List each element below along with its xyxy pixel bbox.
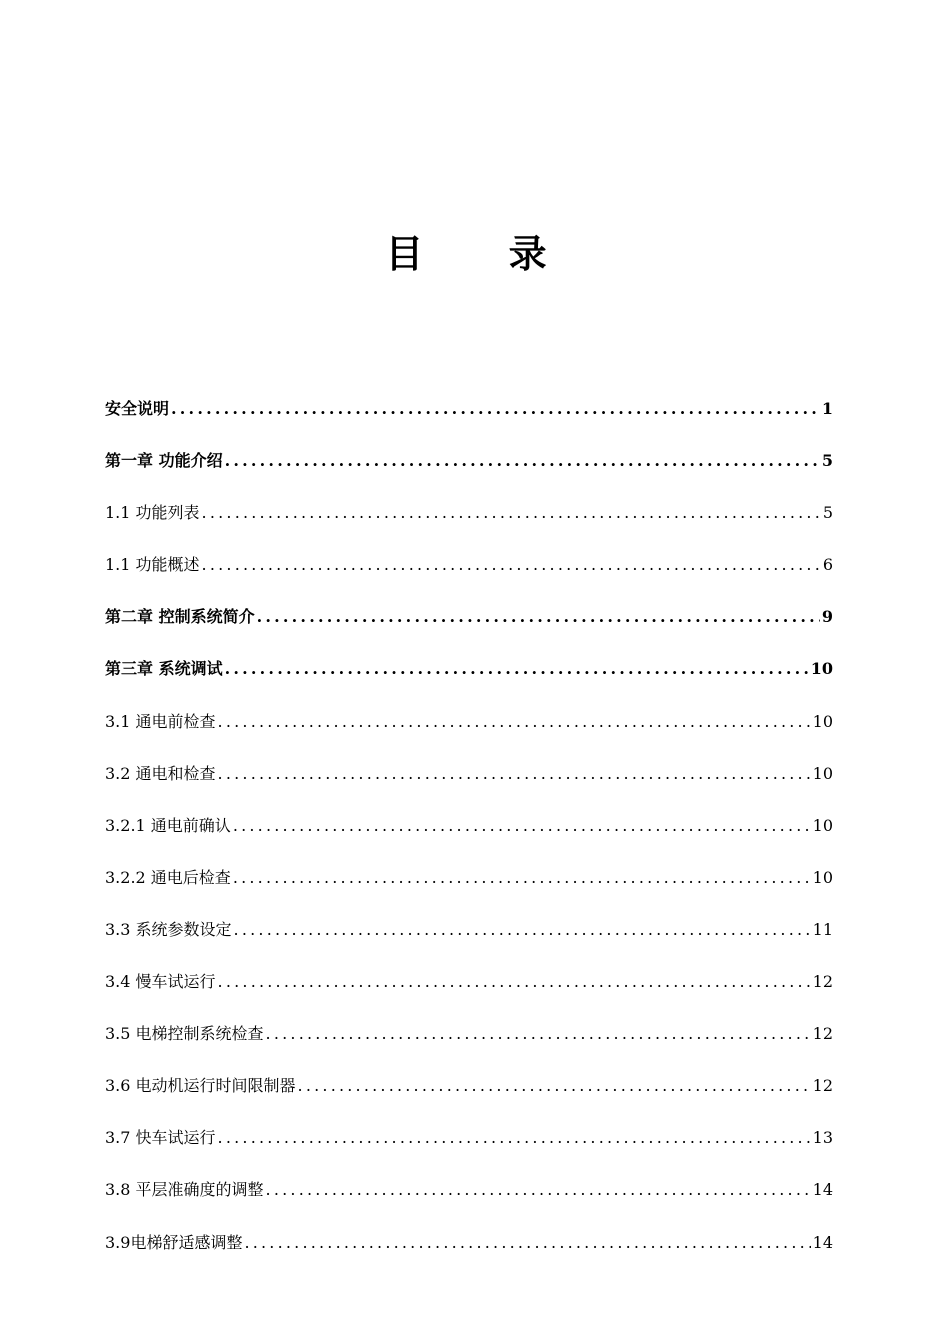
dot-leader [218,1125,811,1151]
dot-leader [218,709,811,735]
dot-leader [218,969,811,995]
toc-entry-label: 安全说明 [105,399,170,418]
toc-entry-label: 3.6 电动机运行时间限制器 [105,1076,296,1096]
toc-entry[interactable] [105,396,833,448]
toc-entry-label: 1.1 功能列表 [105,503,200,523]
toc-entry-page: 12 [812,1024,833,1044]
toc-entry-page: 11 [812,919,833,939]
dot-leader [298,1073,811,1099]
toc-entry-label: 3.7 快车试运行 [105,1128,216,1148]
dot-leader [257,604,820,630]
toc-entry-page: 14 [812,1180,833,1200]
dot-leader [218,761,811,787]
dot-leader [244,1230,810,1256]
toc-entry-label: 3.8 平层准确度的调整 [105,1180,264,1200]
dot-leader [266,1021,811,1047]
toc-entry-label: 3.4 慢车试运行 [105,972,216,992]
toc-entry-page: 10 [812,763,833,783]
toc-entry-label: 3.9电梯舒适感调整 [105,1232,243,1252]
toc-entry-label: 3.2.1 通电前确认 [105,815,231,835]
toc-entry[interactable] [105,1177,833,1229]
toc-entry-label: 第一章 功能介绍 [105,451,223,471]
toc-entry[interactable] [105,604,833,656]
toc-entry-page: 10 [812,711,833,731]
toc-entry-label: 第三章 系统调试 [105,659,223,679]
toc-entry-page: 10 [810,659,833,679]
toc-entry[interactable] [105,1125,833,1177]
toc-entry[interactable] [105,865,833,917]
toc-entry-page: 13 [812,1128,833,1148]
toc-entry[interactable] [105,709,833,761]
toc-entry-page: 1 [821,399,833,418]
toc-entry-page: 5 [821,451,833,471]
toc-entry-label: 3.1 通电前检查 [105,711,216,731]
toc-entry[interactable] [105,917,833,969]
toc-entry-page: 10 [812,867,833,887]
toc-entry-label: 第二章 控制系统简介 [105,607,255,627]
dot-leader [233,813,811,839]
toc-title: 目 录 [385,232,583,276]
dot-leader [234,917,811,943]
toc-entry[interactable] [105,1230,833,1282]
dot-leader [202,500,821,526]
dot-leader [233,865,811,891]
toc-list [105,396,833,1282]
toc-entry[interactable] [105,969,833,1021]
dot-leader [225,656,809,682]
toc-entry-page: 12 [812,1076,833,1096]
toc-entry-label: 3.2 通电和检查 [105,763,216,783]
toc-entry-page: 12 [812,972,833,992]
toc-entry[interactable] [105,448,833,500]
toc-entry-label: 3.5 电梯控制系统检查 [105,1024,264,1044]
dot-leader [202,552,821,578]
toc-entry-page: 6 [822,555,833,575]
dot-leader [225,448,820,474]
dot-leader [171,396,820,422]
toc-entry-label: 3.2.2 通电后检查 [105,867,231,887]
toc-entry-label: 3.3 系统参数设定 [105,919,232,939]
toc-entry[interactable] [105,552,833,604]
toc-entry[interactable] [105,761,833,813]
toc-entry[interactable] [105,500,833,552]
toc-entry[interactable] [105,1073,833,1125]
toc-entry-page: 9 [821,607,833,627]
dot-leader [266,1177,811,1203]
toc-entry-page: 10 [812,815,833,835]
toc-entry-page: 14 [812,1232,833,1252]
toc-entry[interactable] [105,656,833,708]
toc-entry-label: 1.1 功能概述 [105,555,200,575]
toc-entry[interactable] [105,813,833,865]
toc-entry-page: 5 [822,503,833,523]
toc-entry[interactable] [105,1021,833,1073]
